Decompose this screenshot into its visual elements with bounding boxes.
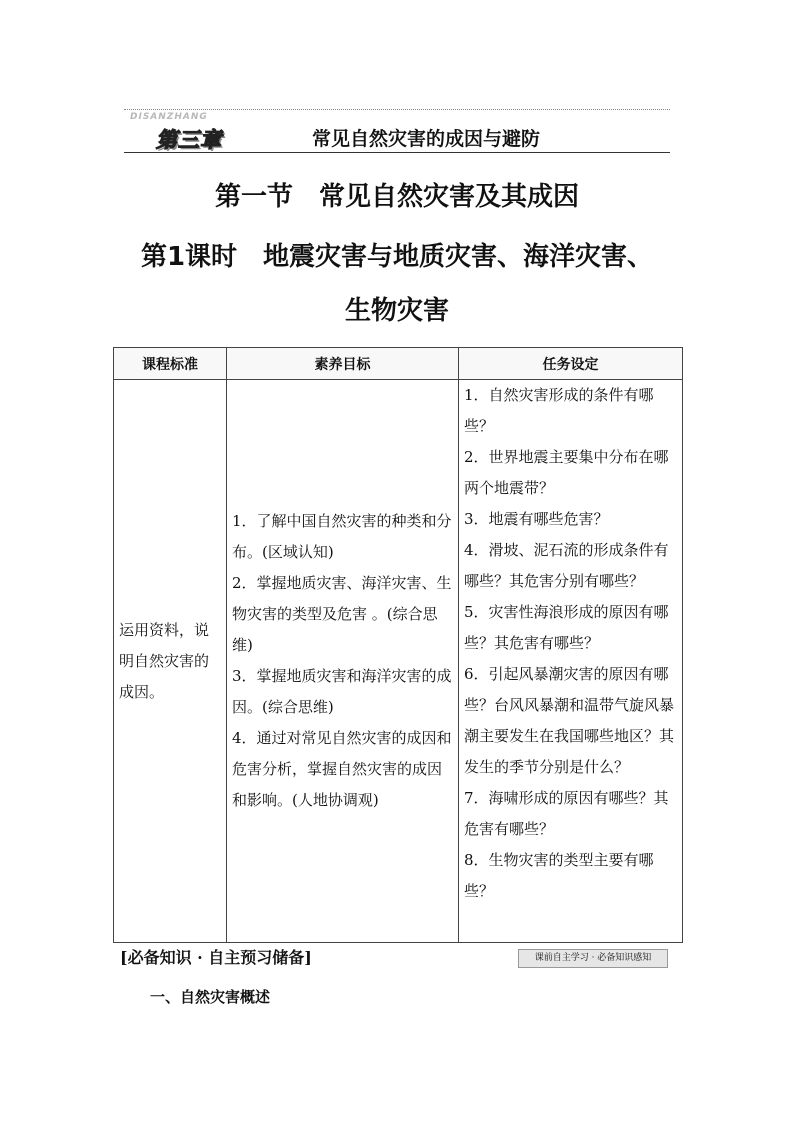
task-item: 4．滑坡、泥石流的形成条件有哪些？其危害分别有哪些？ xyxy=(464,541,669,590)
table-header-row xyxy=(114,348,683,380)
course-standard-text: 运用资料，说明自然灾害的成因。 xyxy=(119,620,210,701)
header-task-setting: 任务设定 xyxy=(459,348,683,380)
task-setting-cell xyxy=(459,380,683,943)
header-rule xyxy=(124,152,670,153)
lesson-number: 第1课时 xyxy=(140,242,238,272)
chapter-title: 常见自然灾害的成因与避防 xyxy=(312,128,541,150)
section-number: 第一节 xyxy=(214,182,293,212)
course-standard-cell xyxy=(114,380,227,943)
task-item: 2．世界地震主要集中分布在哪两个地震带？ xyxy=(464,448,669,497)
task-item: 3．地震有哪些危害？ xyxy=(464,510,609,528)
lesson-title-part2: 生物灾害 xyxy=(344,296,449,326)
chapter-header xyxy=(124,106,670,154)
table-row xyxy=(114,380,683,943)
goal-item: 4．通过对常见自然灾害的成因和危害分析，掌握自然灾害的成因和影响。(人地协调观) xyxy=(232,729,452,809)
lesson-title xyxy=(0,236,794,273)
prep-section-bar xyxy=(116,945,668,969)
prep-tag: 课前自主学习 · 必备知识感知 xyxy=(518,949,668,968)
literacy-goals-cell xyxy=(227,380,459,943)
lesson-title-part1: 地震灾害与地质灾害、海洋灾害、 xyxy=(263,242,654,272)
subheading: 一、自然灾害概述 xyxy=(150,988,271,1006)
section-title xyxy=(0,176,794,213)
task-item: 6．引起风暴潮灾害的原因有哪些？台风风暴潮和温带气旋风暴潮主要发生在我国哪些地区？其发生的季节分别是什么？ xyxy=(464,665,675,776)
task-item: 8．生物灾害的类型主要有哪些？ xyxy=(464,851,654,900)
task-item: 5．灾害性海浪形成的原因有哪些？其危害有哪些？ xyxy=(464,603,669,652)
goal-item: 3．掌握地质灾害和海洋灾害的成因。(综合思维) xyxy=(232,667,452,716)
task-item: 1．自然灾害形成的条件有哪些？ xyxy=(464,386,654,435)
section-name: 常见自然灾害及其成因 xyxy=(319,182,580,212)
chapter-pinyin: DISANZHANG xyxy=(130,112,208,122)
header-dotted-line xyxy=(124,109,670,110)
lesson-plan-table xyxy=(113,347,683,943)
header-literacy-goals: 素养目标 xyxy=(227,348,459,380)
task-item: 7．海啸形成的原因有哪些？其危害有哪些？ xyxy=(464,789,669,838)
goal-item: 2．掌握地质灾害、海洋灾害、生物灾害的类型及危害 。(综合思维) xyxy=(232,574,452,654)
header-course-standard: 课程标准 xyxy=(114,348,227,380)
prep-label: [必备知识 · 自主预习储备] xyxy=(120,948,312,967)
chapter-badge: 第三章 xyxy=(156,128,222,152)
goal-item: 1．了解中国自然灾害的种类和分布。(区域认知) xyxy=(232,512,452,561)
